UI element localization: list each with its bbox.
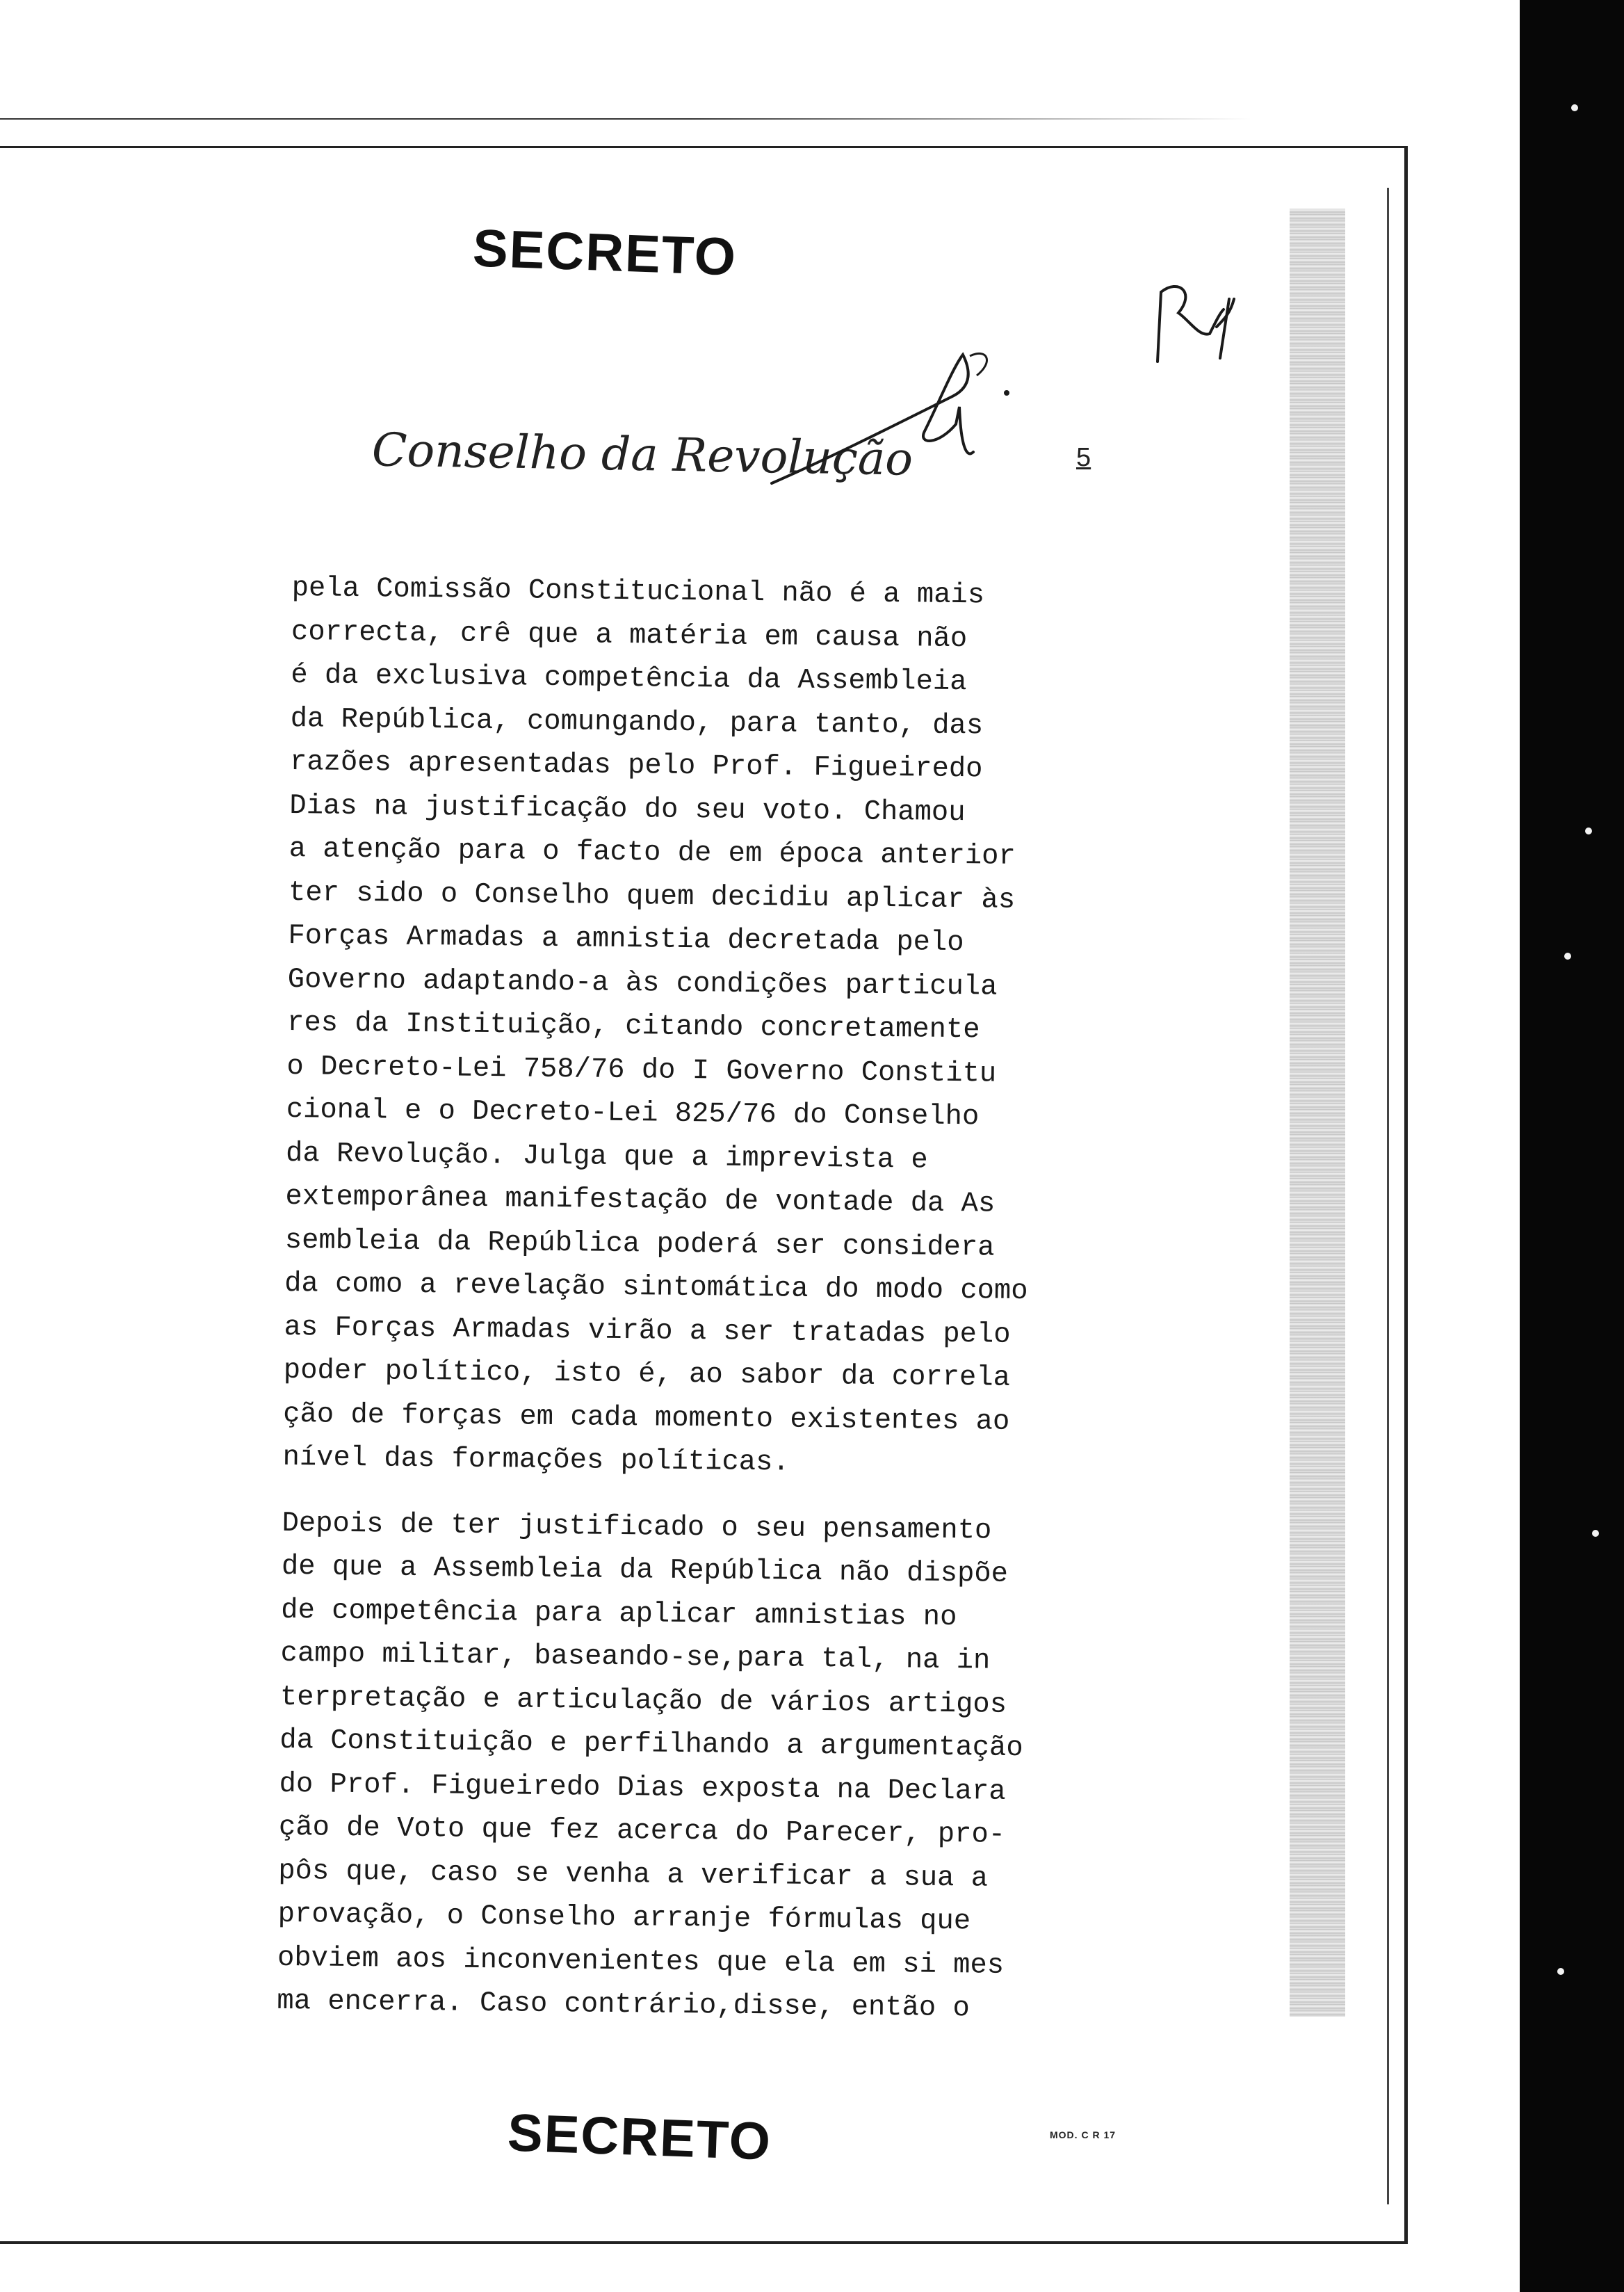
scan-speck [1557,1968,1564,1975]
text-line: ma encerra. Caso contrário,disse, então o [277,1985,971,2025]
text-line: poder político, isto é, ao sabor da correla [283,1354,1011,1394]
document-body [277,567,1098,2032]
text-line: ter sido o Conselho quem decidiu aplicar às [288,876,1016,917]
scan-speck [1592,1530,1599,1537]
handwritten-initials [1147,271,1237,376]
sheet-inner-rule [1387,188,1389,2204]
text-line: extemporânea manifestação de vontade da As [285,1180,996,1220]
handwritten-signature [765,341,1015,501]
text-line: da Revolução. Julga que a imprevista e [285,1137,928,1177]
letterhead-title: Conselho da Revolução [371,423,914,486]
scan-dark-edge [1520,0,1624,2292]
text-line: da Constituição e perfilhando a argumentação [279,1724,1023,1765]
text-line: é da exclusiva competência da Assembleia [291,659,967,699]
text-line: provação, o Conselho arranje fórmulas que [277,1898,971,1938]
scan-speck [1571,104,1578,111]
text-line: da República, comungando, para tanto, das [290,702,984,742]
classification-footer: SECRETO [506,2103,773,2172]
text-line: pôs que, caso se venha a verificar a sua a [278,1855,989,1895]
text-line: nível das formações políticas. [282,1441,790,1479]
text-line: razões apresentadas pelo Prof. Figueiredo [289,745,983,786]
text-line: cional e o Decreto-Lei 825/76 do Conselho [286,1093,980,1133]
text-line: ção de forças em cada momento existentes ao [282,1398,1010,1438]
text-line: Forças Armadas a amnistia decretada pelo [288,919,964,960]
text-line: da como a revelação sintomática do modo como [284,1267,1028,1308]
text-line: terpretação e articulação de vários artigos [279,1681,1007,1721]
paragraph-1 [282,567,1098,1488]
classification-header: SECRETO [471,218,738,287]
text-line: campo militar, baseando-se,para tal, na in [280,1637,991,1677]
text-line: Dias na justificação do seu voto. Chamou [289,789,966,829]
text-line: ção de Voto que fez acerca do Parecer, pro- [278,1811,1006,1851]
scan-speck [1564,953,1571,960]
text-line: correcta, crê que a matéria em causa não [291,615,968,655]
text-line: sembleia da República poderá ser considera [284,1224,995,1264]
text-line: Governo adaptando-a às condições particula [287,963,998,1003]
text-line: de competência para aplicar amnistias no [281,1594,957,1633]
text-line: o Decreto-Lei 758/76 do I Governo Constitu [286,1050,997,1090]
text-line: de que a Assembleia da República não dispõe [281,1550,1009,1590]
paragraph-2 [277,1501,1089,2031]
form-code: MOD. C R 17 [1050,2129,1116,2140]
page-number: 5 [1076,443,1091,472]
text-line: res da Instituição, citando concretamente [286,1006,980,1047]
text-line: do Prof. Figueiredo Dias exposta na Declara [279,1768,1006,1808]
scan-top-rule [0,118,1251,120]
scan-speck [1585,828,1592,834]
text-line: pela Comissão Constitucional não é a mais [291,572,985,612]
text-line: Depois de ter justificado o seu pensamento [282,1507,992,1547]
text-line: as Forças Armadas virão a ser tratadas pelo [284,1311,1011,1351]
text-line: obviem aos inconvenientes que ela em si mes [277,1942,1005,1982]
text-line: a atenção para o facto de em época anterior [289,832,1016,873]
